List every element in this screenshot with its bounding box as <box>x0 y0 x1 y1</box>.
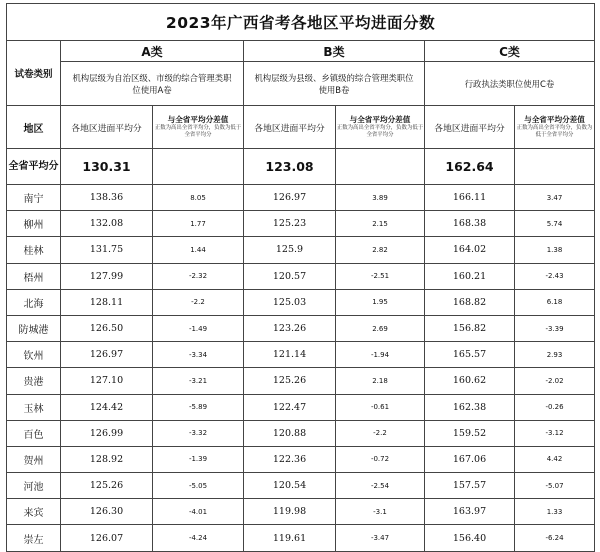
diff-col-title: 与全省平均分差值 <box>524 115 585 124</box>
table-row <box>7 525 595 551</box>
diff-c-cell: 4.42 <box>515 446 595 472</box>
score-b-cell: 123.26 <box>244 315 336 341</box>
region-cell: 防城港 <box>7 315 61 341</box>
diff-b-cell: 2.82 <box>336 237 425 263</box>
score-a-cell: 132.08 <box>61 211 153 237</box>
score-a-cell: 131.75 <box>61 237 153 263</box>
diff-b-cell: 1.95 <box>336 289 425 315</box>
score-c-cell: 166.11 <box>425 185 515 211</box>
score-c-cell: 162.38 <box>425 394 515 420</box>
category-c-header: C类 <box>425 41 595 62</box>
score-a-cell: 126.07 <box>61 525 153 551</box>
diff-c-cell: 1.38 <box>515 237 595 263</box>
score-b-cell: 120.54 <box>244 473 336 499</box>
diff-a-cell: -3.21 <box>153 368 244 394</box>
score-b-cell: 122.36 <box>244 446 336 472</box>
diff-c-cell: -3.39 <box>515 315 595 341</box>
diff-a-cell: -3.32 <box>153 420 244 446</box>
score-a-cell: 138.36 <box>61 185 153 211</box>
diff-c-cell: 5.74 <box>515 211 595 237</box>
diff-c-cell: -0.26 <box>515 394 595 420</box>
score-b-cell: 125.03 <box>244 289 336 315</box>
region-cell: 柳州 <box>7 211 61 237</box>
diff-a-cell: -5.05 <box>153 473 244 499</box>
table-row <box>7 263 595 289</box>
region-cell: 河池 <box>7 473 61 499</box>
category-a-diff-col <box>153 106 244 149</box>
diff-col-note: 正数为高出全省平均分，负数为低于全省平均分 <box>336 125 424 138</box>
diff-col-note: 正数为高出全省平均分，负数为低于全省平均分 <box>154 125 242 138</box>
category-a-score-col: 各地区进面平均分 <box>61 106 153 149</box>
diff-c-cell: -3.12 <box>515 420 595 446</box>
region-cell: 南宁 <box>7 185 61 211</box>
score-c-cell: 157.57 <box>425 473 515 499</box>
table-row <box>7 289 595 315</box>
diff-c-cell: 1.33 <box>515 499 595 525</box>
score-a-cell: 125.26 <box>61 473 153 499</box>
score-a-cell: 126.97 <box>61 342 153 368</box>
score-c-cell: 168.82 <box>425 289 515 315</box>
table-row <box>7 185 595 211</box>
table-row <box>7 446 595 472</box>
province-avg-a: 130.31 <box>61 149 153 185</box>
diff-b-cell: -0.72 <box>336 446 425 472</box>
score-b-cell: 120.57 <box>244 263 336 289</box>
region-cell: 崇左 <box>7 525 61 551</box>
province-avg-b-diff <box>336 149 425 185</box>
table-row <box>7 473 595 499</box>
region-cell: 贺州 <box>7 446 61 472</box>
category-b-diff-col <box>336 106 425 149</box>
diff-b-cell: -0.61 <box>336 394 425 420</box>
diff-a-cell: 8.05 <box>153 185 244 211</box>
diff-a-cell: -3.34 <box>153 342 244 368</box>
region-cell: 梧州 <box>7 263 61 289</box>
score-b-cell: 122.47 <box>244 394 336 420</box>
diff-c-cell: -2.02 <box>515 368 595 394</box>
table-row <box>7 368 595 394</box>
province-avg-c-diff <box>515 149 595 185</box>
category-a-header: A类 <box>61 41 244 62</box>
data-rows <box>7 185 595 552</box>
province-avg-label: 全省平均分 <box>7 149 61 185</box>
diff-col-title: 与全省平均分差值 <box>167 115 229 124</box>
score-a-cell: 127.99 <box>61 263 153 289</box>
score-b-cell: 119.98 <box>244 499 336 525</box>
diff-a-cell: -4.24 <box>153 525 244 551</box>
region-cell: 百色 <box>7 420 61 446</box>
score-a-cell: 124.42 <box>61 394 153 420</box>
diff-a-cell: -5.89 <box>153 394 244 420</box>
diff-a-cell: 1.77 <box>153 211 244 237</box>
score-a-cell: 126.99 <box>61 420 153 446</box>
province-avg-a-diff <box>153 149 244 185</box>
diff-c-cell: 6.18 <box>515 289 595 315</box>
category-b-header: B类 <box>244 41 425 62</box>
score-a-cell: 128.92 <box>61 446 153 472</box>
table-title: 2023年广西省考各地区平均进面分数 <box>7 4 595 41</box>
diff-col-title: 与全省平均分差值 <box>349 115 411 124</box>
category-b-score-col: 各地区进面平均分 <box>244 106 336 149</box>
diff-a-cell: 1.44 <box>153 237 244 263</box>
score-c-cell: 156.40 <box>425 525 515 551</box>
table-row <box>7 499 595 525</box>
score-c-cell: 160.21 <box>425 263 515 289</box>
diff-c-cell: -2.43 <box>515 263 595 289</box>
region-label: 地区 <box>7 106 61 149</box>
diff-a-cell: -2.2 <box>153 289 244 315</box>
score-a-cell: 127.10 <box>61 368 153 394</box>
category-c-desc: 行政执法类职位使用C卷 <box>425 62 595 106</box>
region-cell: 贵港 <box>7 368 61 394</box>
category-b-desc: 机构层级为县级、乡镇级的综合管理类职位使用B卷 <box>244 62 425 106</box>
diff-col-note: 正数为高出全省平均分，负数为低于全省平均分 <box>516 125 593 138</box>
score-c-cell: 164.02 <box>425 237 515 263</box>
score-c-cell: 165.57 <box>425 342 515 368</box>
region-cell: 来宾 <box>7 499 61 525</box>
diff-c-cell: 2.93 <box>515 342 595 368</box>
diff-b-cell: 3.89 <box>336 185 425 211</box>
score-b-cell: 119.61 <box>244 525 336 551</box>
score-b-cell: 125.23 <box>244 211 336 237</box>
region-cell: 桂林 <box>7 237 61 263</box>
score-c-cell: 163.97 <box>425 499 515 525</box>
diff-a-cell: -4.01 <box>153 499 244 525</box>
diff-b-cell: 2.15 <box>336 211 425 237</box>
score-a-cell: 128.11 <box>61 289 153 315</box>
diff-b-cell: -1.94 <box>336 342 425 368</box>
exam-type-label: 试卷类别 <box>7 41 61 106</box>
score-a-cell: 126.50 <box>61 315 153 341</box>
diff-a-cell: -2.32 <box>153 263 244 289</box>
province-avg-b: 123.08 <box>244 149 336 185</box>
category-a-desc: 机构层级为自治区级、市级的综合管理类职位使用A卷 <box>61 62 244 106</box>
score-b-cell: 121.14 <box>244 342 336 368</box>
diff-b-cell: -2.2 <box>336 420 425 446</box>
region-cell: 钦州 <box>7 342 61 368</box>
category-c-score-col: 各地区进面平均分 <box>425 106 515 149</box>
diff-b-cell: 2.18 <box>336 368 425 394</box>
diff-b-cell: -2.51 <box>336 263 425 289</box>
table-row <box>7 420 595 446</box>
table-row <box>7 394 595 420</box>
diff-a-cell: -1.39 <box>153 446 244 472</box>
score-c-cell: 160.62 <box>425 368 515 394</box>
table-row <box>7 342 595 368</box>
score-c-cell: 167.06 <box>425 446 515 472</box>
score-c-cell: 156.82 <box>425 315 515 341</box>
diff-c-cell: -5.07 <box>515 473 595 499</box>
diff-c-cell: 3.47 <box>515 185 595 211</box>
region-cell: 北海 <box>7 289 61 315</box>
table-row <box>7 211 595 237</box>
diff-c-cell: -6.24 <box>515 525 595 551</box>
score-b-cell: 125.9 <box>244 237 336 263</box>
score-a-cell: 126.30 <box>61 499 153 525</box>
score-b-cell: 120.88 <box>244 420 336 446</box>
region-cell: 玉林 <box>7 394 61 420</box>
score-table <box>6 3 595 552</box>
table-row <box>7 237 595 263</box>
diff-b-cell: -2.54 <box>336 473 425 499</box>
diff-b-cell: -3.47 <box>336 525 425 551</box>
diff-a-cell: -1.49 <box>153 315 244 341</box>
category-c-diff-col <box>515 106 595 149</box>
score-b-cell: 125.26 <box>244 368 336 394</box>
score-b-cell: 126.97 <box>244 185 336 211</box>
score-table-container <box>6 3 594 552</box>
score-c-cell: 159.52 <box>425 420 515 446</box>
table-row <box>7 315 595 341</box>
diff-b-cell: 2.69 <box>336 315 425 341</box>
score-c-cell: 168.38 <box>425 211 515 237</box>
diff-b-cell: -3.1 <box>336 499 425 525</box>
province-avg-c: 162.64 <box>425 149 515 185</box>
